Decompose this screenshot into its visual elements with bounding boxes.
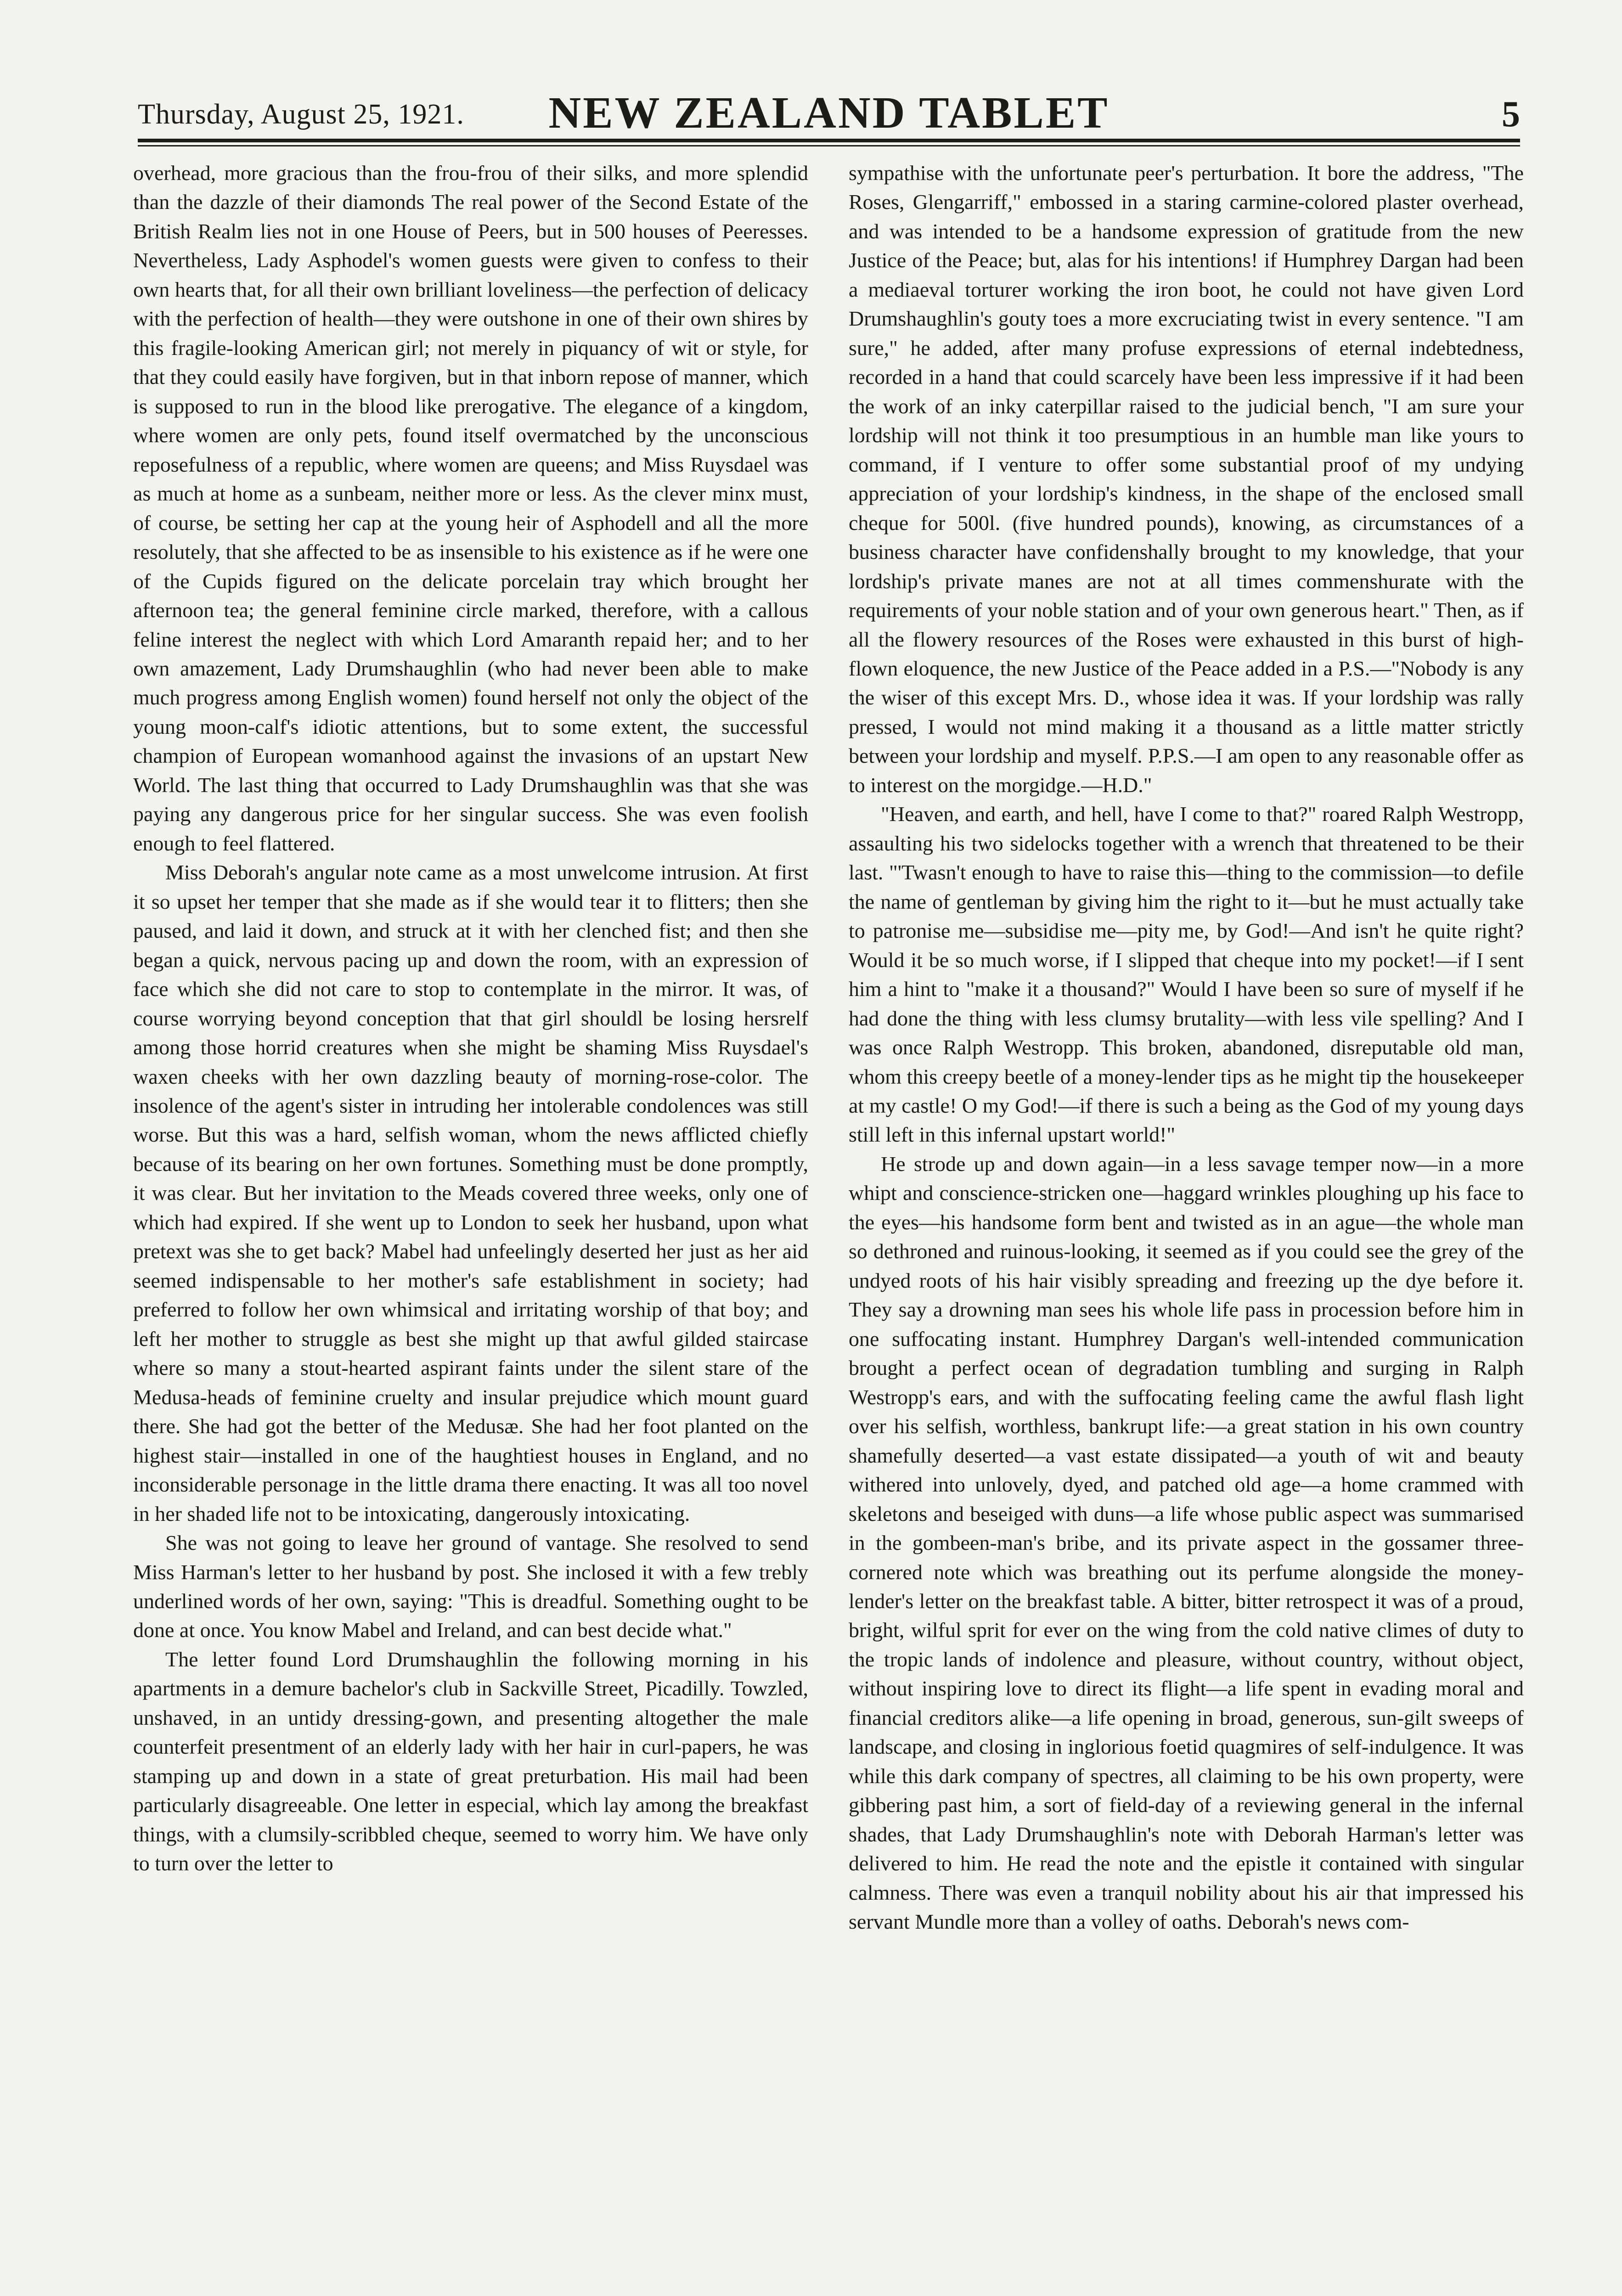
page-header [138, 87, 1520, 142]
header-rule-thin [138, 145, 1520, 146]
article-paragraph: Miss Deborah's angular note came as a most unwelcome intrusion. At first it so upset her temper that she made as if she would tear it to flitters; then she paused, and laid it down, and struck at it with her clenched fist; and then she began a quick, nervous pacing up and down the room, with an expression of face which she did not care to stop to contemplate in the mirror. It was, of course worrying beyond conception that that girl shouldl be losing hersrelf among those horrid creatures when she might be shaming Miss Ruysdael's waxen cheeks with her own dazzling beauty of morning-rose-color. The insolence of the agent's sister in intruding her intolerable condolences was still worse. But this was a hard, selfish woman, whom the news afflicted chiefly because of its bearing on her own fortunes. Something must be done promptly, it was clear. But her invitation to the Meads covered three weeks, only one of which had expired. If she went up to London to seek her husband, upon what pretext was she to get back? Mabel had unfeelingly deserted her just as her aid seemed indispensable to her mother's safe establishment in society; had preferred to follow her own whimsical and irritating worship of that boy; and left her mother to struggle as best she might up that awful gilded staircase where so many a stout-hearted aspirant faints under the silent stare of the Medusa-heads of feminine cruelty and insular prejudice which mount guard there. She had got the better of the Medusæ. She had her foot planted on the highest stair—installed in one of the haughtiest houses in England, and no inconsiderable personage in the little drama there enacting. It was all too novel in her shaded life not to be intoxicating, dangerously intoxicating. [133, 861, 808, 1525]
right-column [849, 158, 1524, 2294]
article-paragraph: He strode up and down again—in a less savage temper now—in a more whipt and conscience-stricken one—haggard wrinkles ploughing up his face to the eyes—his handsome form bent and twisted as in an ague—the whole man so dethroned and ruinous-looking, it seemed as if you could see the grey of the undyed roots of his hair visibly spreading and freezing up the dye before it. They say a drowning man sees his whole life pass in procession before him in one suffocating instant. Humphrey Dargan's well-intended communication brought a perfect ocean of degradation tumbling and surging in Ralph Westropp's ears, and with the suffocating feeling came the awful flash light over his selfish, worthless, bankrupt life:—a great station in his own country shamefully deserted—a vast estate dissipated—a youth of wit and beauty withered into unlovely, dyed, and patched old age—a home crammed with skeletons and beseiged with duns—a life whose public aspect was summarised in the gombeen-man's bribe, and its private aspect in the gossamer three-cornered note which was breathing out its perfume alongside the money-lender's letter on the breakfast table. A bitter, bitter retrospect it was of a proud, bright, wilful sprit for ever on the wing from the cold native climes of duty to the tropic lands of indolence and pleasure, without country, without object, without inspiring love to direct its flight—a life spent in evading moral and financial creditors alike—a life opening in broad, generous, sun-gilt sweeps of landscape, and closing in inglorious foetid quagmires of self-indulgence. It was while this dark company of spectres, all claiming to be his own property, were gibbering past him, a sort of field-day of a reviewing general in the infernal shades, that Lady Drumshaughlin's note with Deborah Harman's letter was delivered to him. He read the note and the epistle it contained with singular calmness. There was even a tranquil nobility about his air that impressed his servant Mundle more than a volley of oaths. Deborah's news com- [849, 1152, 1524, 1934]
left-column [133, 158, 808, 2294]
page-number: 5 [1502, 94, 1520, 135]
header-rule [138, 139, 1520, 142]
article-paragraph: She was not going to leave her ground of vantage. She resolved to send Miss Harman's letter to her husband by post. She inclosed it with a few trebly underlined words of her own, saying: "This is dreadful. Something ought to be done at once. You know Mabel and Ireland, and can best decide what." [133, 1531, 808, 1642]
article-paragraph: overhead, more gracious than the frou-frou of their silks, and more splendid than the dazzle of their diamonds The real power of the Second Estate of the British Realm lies not in one House of Peers, but in 500 houses of Peeresses. Nevertheless, Lady Asphodel's women guests were given to confess to their own hearts that, for all their own brilliant loveliness—the perfection of delicacy with the perfection of health—they were outshone in one of their own shires by this fragile-looking American girl; not merely in piquancy of wit or style, for that they could easily have forgiven, but in that inborn repose of manner, which is supposed to run in the blood like prerogative. The elegance of a kingdom, where women are only pets, found itself overmatched by the unconscious reposefulness of a republic, where women are queens; and Miss Ruysdael was as much at home as a sunbeam, neither more or less. As the clever minx must, of course, be setting her cap at the young heir of Asphodell and all the more resolutely, that she affected to be as insensible to his existence as if he were one of the Cupids figured on the delicate porcelain tray which brought her afternoon tea; the general feminine circle marked, therefore, with a callous feline interest the neglect with which Lord Amaranth repaid her; and to her own amazement, Lady Drumshaughlin (who had never been able to make much progress among English women) found herself not only the object of the young moon-calf's idiotic attentions, but to some extent, the successful champion of European womanhood against the invasions of an upstart New World. The last thing that occurred to Lady Drumshaughlin was that she was paying any dangerous price for her singular success. She was even foolish enough to feel flattered. [133, 161, 808, 855]
issue-date: Thursday, August 25, 1921. [138, 99, 464, 130]
masthead-title: NEW ZEALAND TABLET [548, 88, 1109, 138]
article-paragraph: "Heaven, and earth, and hell, have I come to that?" roared Ralph Westropp, assaulting his two sidelocks together with a wrench that threatened to be their last. "'Twasn't enough to have to raise this—thing to the commission—to defile the name of gentleman by giving him the right to it—but he must actually take to patronise me—subsidise me—pity me, by God!—And isn't he quite right? Would it be so much worse, if I slipped that cheque into my pocket!—if I sent him a hint to "make it a thousand?" Would I have been so sure of myself if he had done the thing with less clumsy brutality—with less vile spelling? And I was once Ralph Westropp. This broken, abandoned, disreputable old man, whom this creepy beetle of a money-lender tips as he might tip the housekeeper at my castle! O my God!—if there is such a being as the God of my young days still left in this infernal upstart world!" [849, 802, 1524, 1147]
article-paragraph: The letter found Lord Drumshaughlin the following morning in his apartments in a demure bachelor's club in Sackville Street, Picadilly. Towzled, unshaved, in an untidy dressing-gown, and presenting altogether the male counterfeit presentment of an elderly lady with her hair in curl-papers, he was stamping up and down in a state of great preturbation. His mail had been particularly disagreeable. One letter in especial, which lay among the breakfast things, with a clumsily-scribbled cheque, seemed to worry him. We have only to turn over the letter to [133, 1647, 808, 1875]
article-paragraph: sympathise with the unfortunate peer's perturbation. It bore the address, "The Roses, Glengarriff," embossed in a staring carmine-colored plaster overhead, and was intended to be a handsome expression of gratitude from the new Justice of the Peace; but, alas for his intentions! if Humphrey Dargan had been a mediaeval torturer working the iron boot, he could not have given Lord Drumshaughlin's gouty toes a more excruciating twist in every sentence. "I am sure," he added, after many profuse expressions of eternal indebtedness, recorded in a hand that could scarcely have been less impressive if it had been the work of an inky caterpillar raised to the judicial bench, "I am sure your lordship will not think it too presumptious in an humble man like yours to command, if I venture to offer some substantial proof of my undying appreciation of your lordship's kindness, in the shape of the enclosed small cheque for 500l. (five hundred pounds), knowing, as circumstances of a business character have confidenshally brought to my knowledge, that your lordship's private manes are not at all times commenshurate with the requirements of your noble station and of your own generous heart." Then, as if all the flowery resources of the Roses were exhausted in this burst of high-flown eloquence, the new Justice of the Peace added in a P.S.—"Nobody is any the wiser of this except Mrs. D., whose idea it was. If your lordship was rally pressed, I would not mind making it a thousand as a little matter strictly between your lordship and myself. P.P.S.—I am open to any reasonable offer as to interest on the morgidge.—H.D." [849, 161, 1524, 797]
